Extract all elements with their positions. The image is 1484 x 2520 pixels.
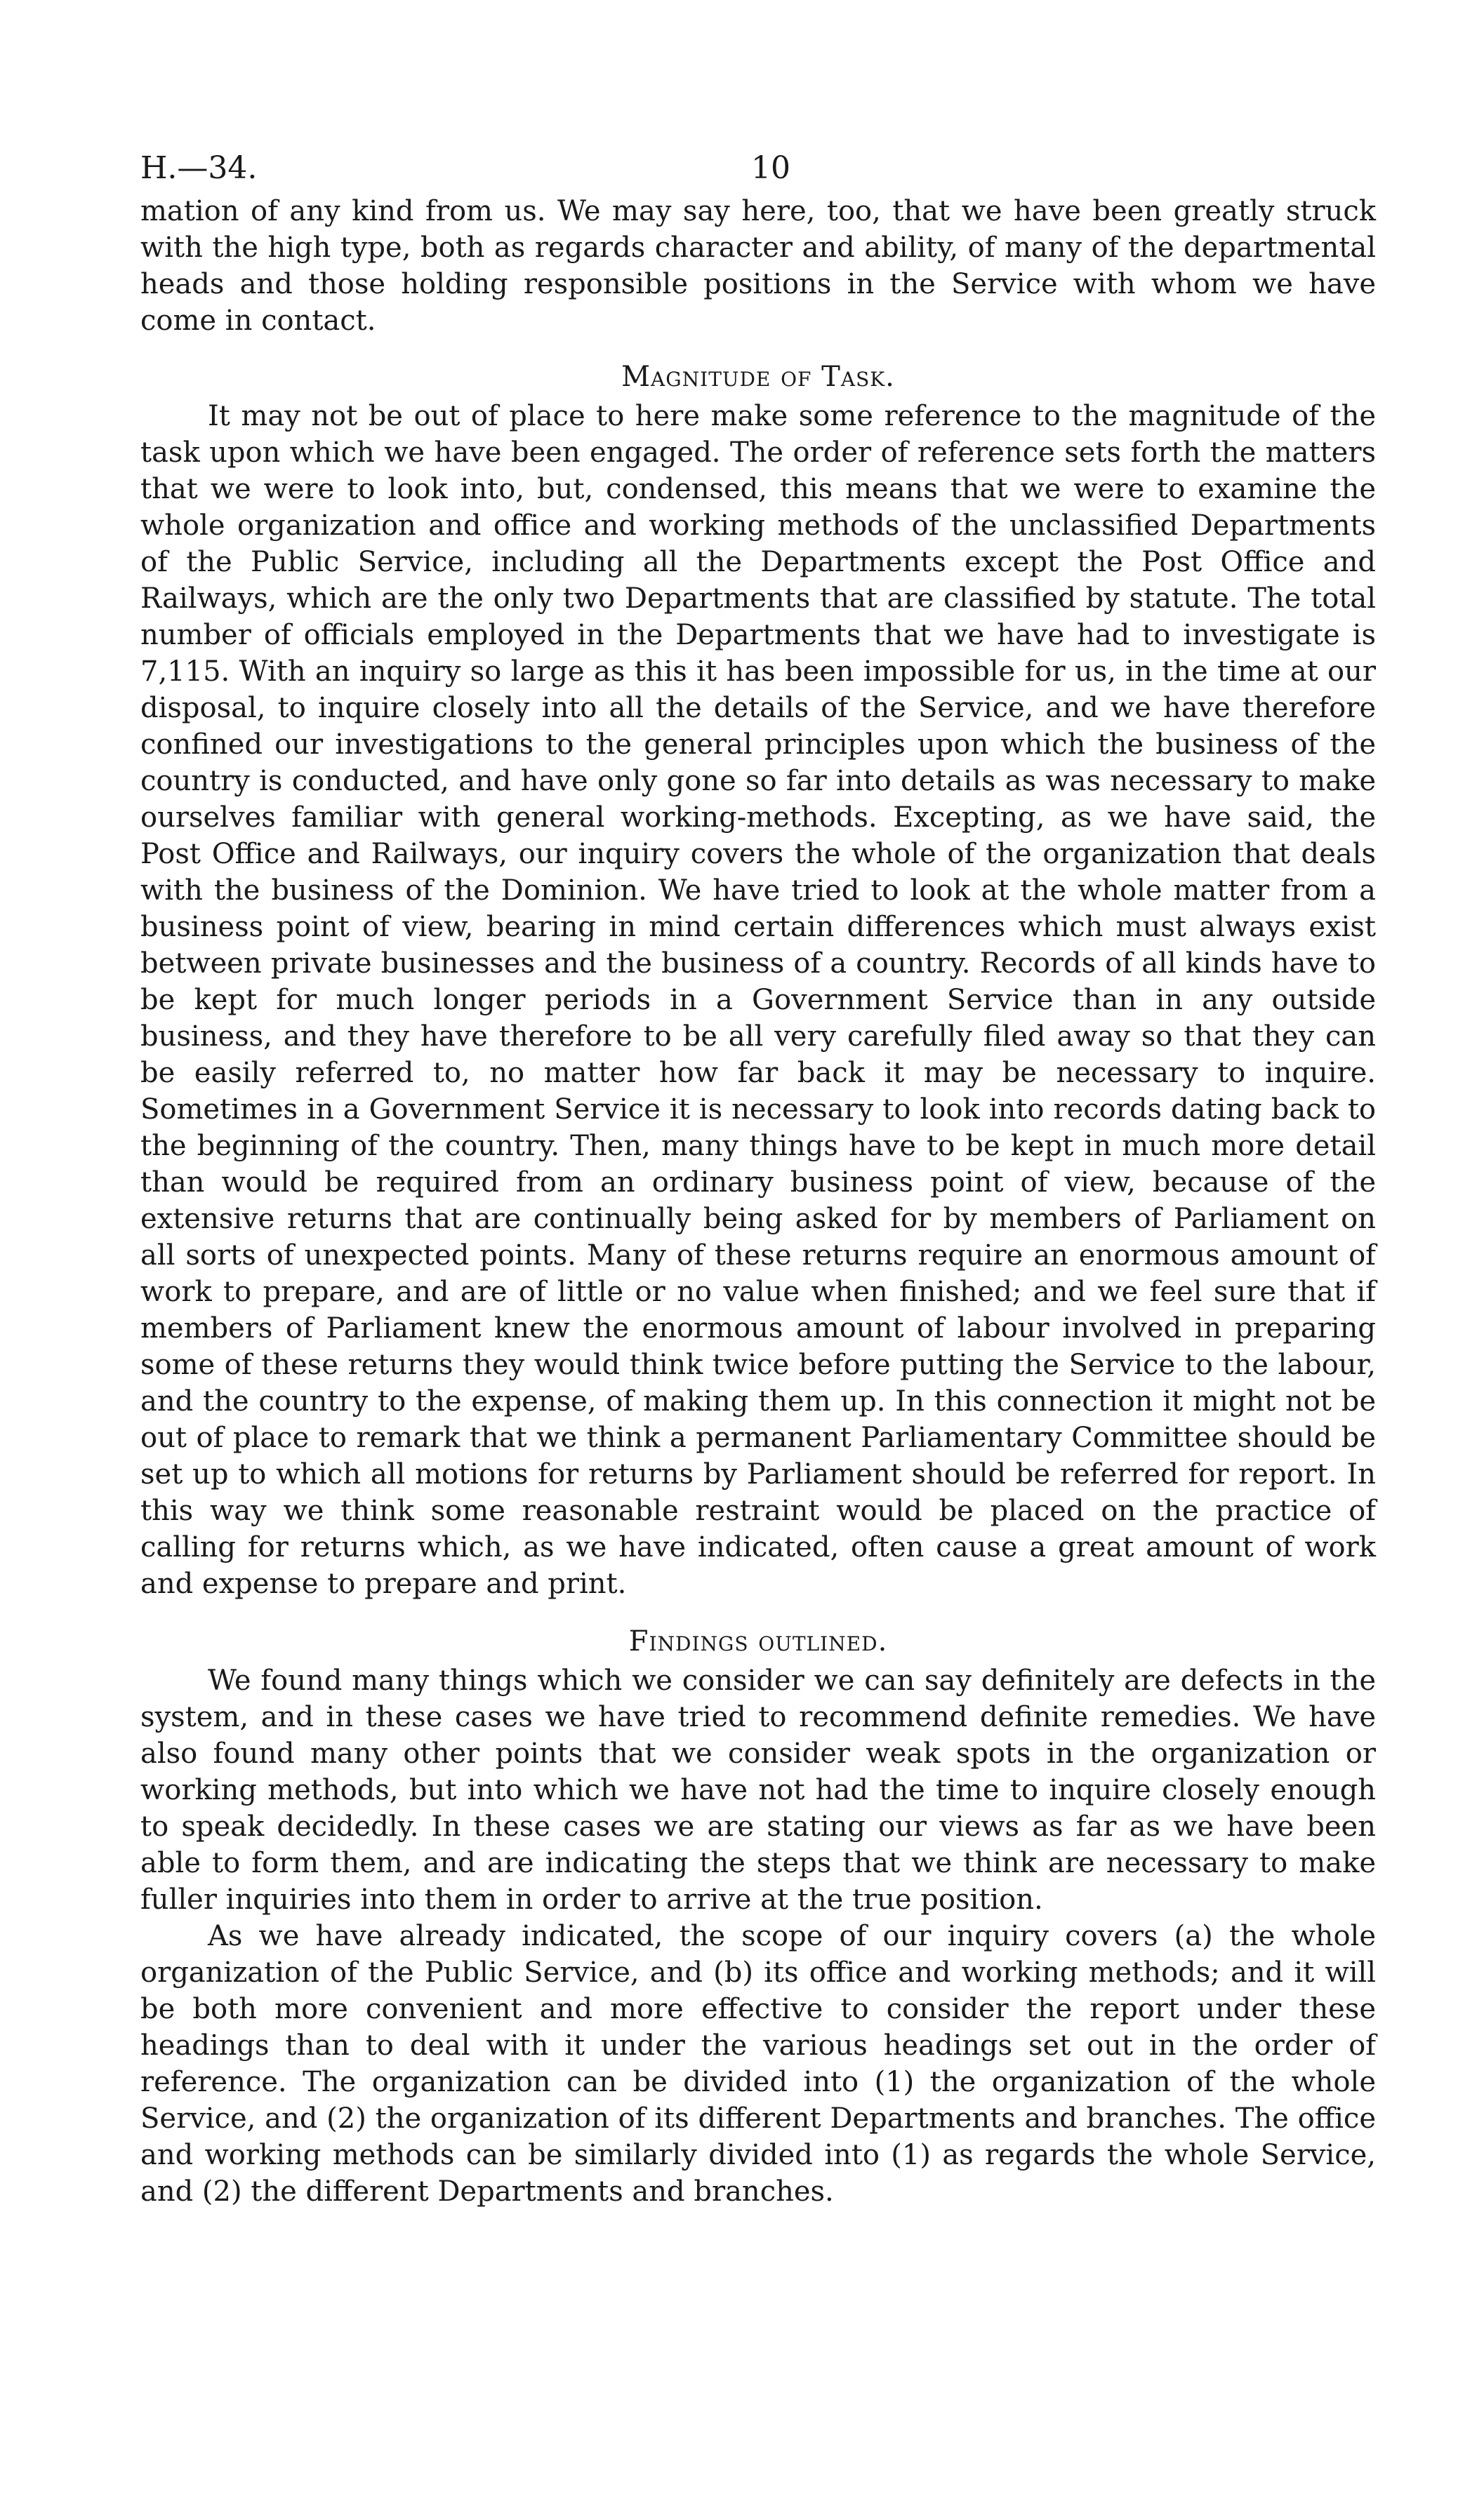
report-page [140, 144, 1376, 2210]
continuation-paragraph: mation of any kind from us. We may say here, too, that we have been greatly struck with the high type, both as regards character and ability, of many of the departmental heads and those holding responsible positions in the Service with whom we have come in contact. [140, 195, 1376, 337]
magnitude-paragraph: It may not be out of place to here make some reference to the magnitude of the task upon which we have been engaged. The order of reference sets forth the matters that we were to look into, but, condensed, this means that we were to examine the whole organization and office and working methods of the unclassified Departments of the Public Service, including all the Departments except the Post Office and Railways, which are the only two Departments that are classified by statute. The total number of officials employed in the Departments that we have had to investigate is 7,115. With an inquiry so large as this it has been impossible for us, in the time at our disposal, to inquire closely into all the details of the Service, and we have therefore confined our investigations to the general principles upon which the business of the country is conducted, and have only gone so far into details as was necessary to make ourselves familiar with general working-methods. Excepting, as we have said, the Post Office and Railways, our inquiry covers the whole of the organization that deals with the business of the Dominion. We have tried to look at the whole matter from a business point of view, bearing in mind certain differences which must always exist between private businesses and the business of a country. Records of all kinds have to be kept for much longer periods in a Government Service than in any outside business, and they have therefore to be all very carefully filed away so that they can be easily referred to, no matter how far back it may be necessary to inquire. Sometimes in a Government Service it is necessary to look into records dating back to the beginning of the country. Then, many things have to be kept in much more detail than would be required from an ordinary business point of view, because of the extensive returns that are continually being asked for by members of Parliament on all sorts of unexpected points. Many of these returns require an enormous amount of work to prepare, and are of little or no value when finished; and we feel sure that if members of Parliament knew the enormous amount of labour involved in preparing some of these returns they would think twice before putting the Service to the labour, and the country to the expense, of making them up. In this connection it might not be out of place to remark that we think a permanent Parliamentary Committee should be set up to which all motions for returns by Parliament should be referred for report. In this way we think some reasonable restraint would be placed on the practice of calling for returns which, as we have indicated, often cause a great amount of work and expense to prepare and print. [140, 400, 1376, 1600]
running-header [140, 144, 1376, 193]
findings-paragraph-1: We found many things which we consider we can say definitely are defects in the system, and in these cases we have tried to recommend definite remedies. We have also found many other points that we consider weak spots in the organization or working methods, but into which we have not had the time to inquire closely enough to speak decidedly. In these cases we are stating our views as far as we have been able to form them, and are indicating the steps that we think are necessary to make fuller inquiries into them in order to arrive at the true position. [140, 1665, 1376, 1916]
document-reference: H.—34. [140, 150, 258, 186]
section-heading-magnitude-of-task: Magnitude of Task. [621, 361, 895, 393]
section-heading-findings-outlined: Findings outlined. [628, 1625, 888, 1658]
findings-paragraph-2: As we have already indicated, the scope of our inquiry covers (a) the whole organization of the Public Service, and (b) its office and working methods; and it will be both more convenient and more effective to consider the report under these headings than to deal with it under the various headings set out in the order of reference. The organization can be divided into (1) the organization of the whole Service, and (2) the organization of its different Departments and branches. The office and working methods can be similarly divided into (1) as regards the whole Service, and (2) the different Departments and branches. [140, 1920, 1376, 2208]
page-number: 10 [751, 150, 790, 186]
